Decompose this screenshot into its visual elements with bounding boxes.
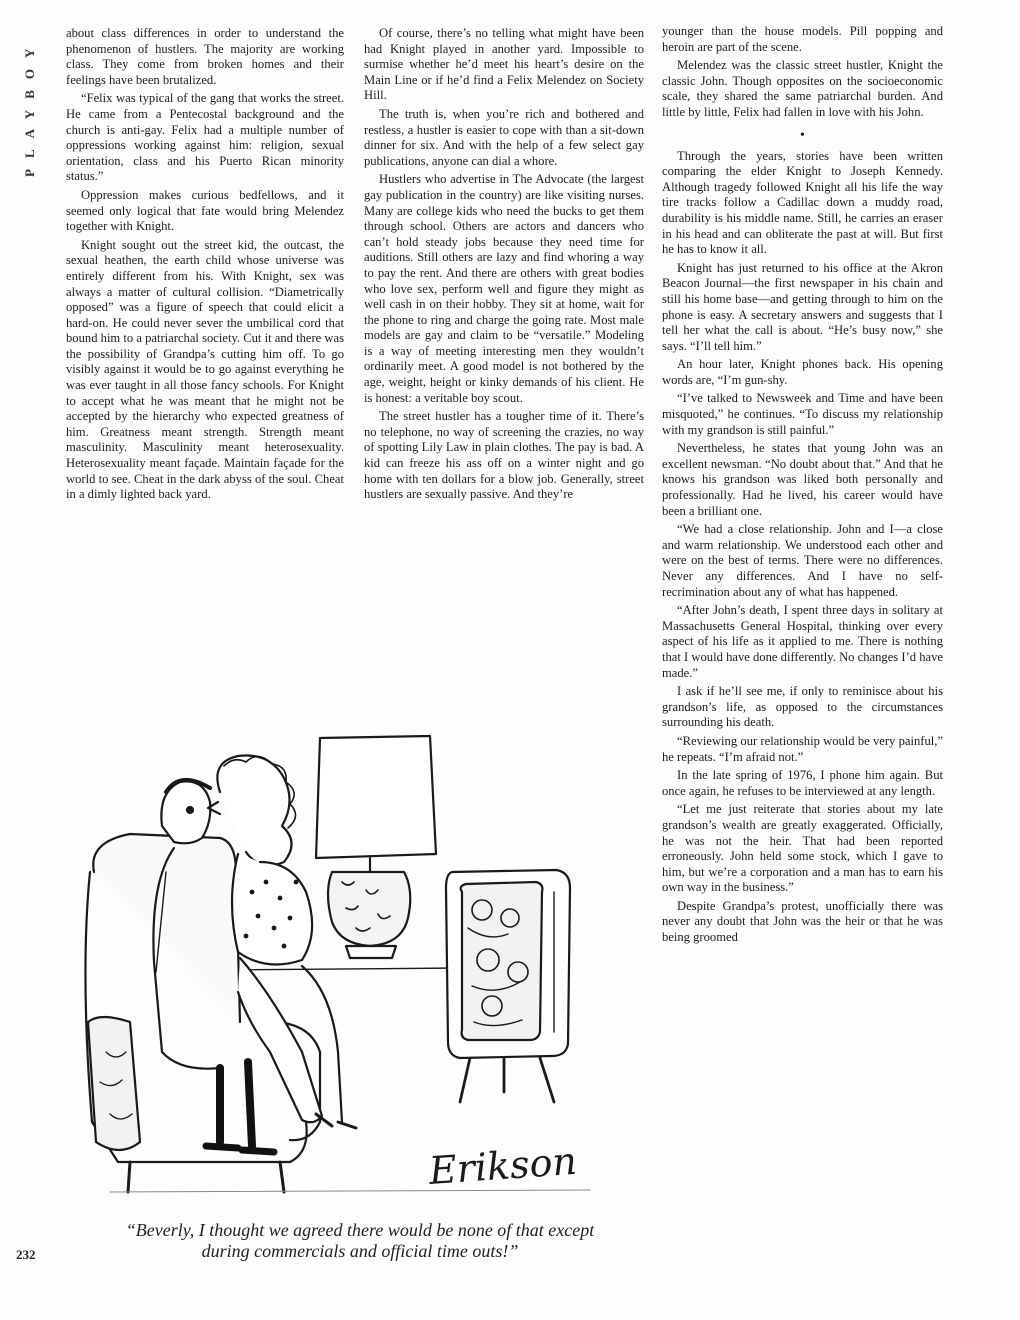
paragraph: “We had a close relationship. John and I—a close and warm relationship. We understood each other and were on the best of terms. There were no differences. Never any differences. And I have no self-recrimination about any of what has happened.: [662, 522, 943, 599]
masthead: PLAYBOY: [22, 37, 37, 177]
paragraph: I ask if he’ll see me, if only to reminisce about his grandson’s life, as opposed to the circumstances surrounding his death.: [662, 684, 943, 730]
paragraph: “Reviewing our relationship would be very painful,” he repeats. “I’m afraid not.”: [662, 733, 943, 764]
paragraph: Knight sought out the street kid, the outcast, the sexual heathen, the earth child whose universe was entirely different from his. With Knight, sex was always a matter of cultural collision. “Diametrically opposed” was a figure of speech that could elicit a hard-on. He could never sever the umbilical cord that bound him to a patriarchal society. Cut it and there was the possibility of Grandpa’s cutting him off. To go visibly against it would be to go against everything he was ever taught in all those fancy schools. For Knight to accept what he was meant that he might not be accepted by the hierarchy who expected greatness of him. Greatness meant strength. Strength meant masculinity. Masculinity meant heterosexuality. Heterosexuality meant façade. Maintain façade for the world to see. Cheat in the dark abyss of the soul. Cheat in a dimly lighted back yard.: [66, 237, 344, 502]
paragraph: Oppression makes curious bedfellows, and it seemed only logical that fate would bring Melendez together with Knight.: [66, 187, 344, 234]
television-set: [446, 870, 570, 1102]
paragraph: “Let me just reiterate that stories about my late grandson’s wealth are greatly exaggerated. Officially, he was not the heir. That had been reported erroneously. John held some stock, which I gave to him, but we’re a corporation and a man has to earn his own way in the business.”: [662, 802, 943, 895]
article-column-2: [364, 26, 644, 503]
lamp: [316, 736, 436, 958]
paragraph: Knight has just returned to his office at the Akron Beacon Journal—the first newspaper in his chain and still his home base—and getting through to him on the phone is easy. A secretary answers and suggests that I tell her what the call is about. “He’s busy now,” she says. “I’ll tell him.”: [662, 260, 943, 353]
paragraph: In the late spring of 1976, I phone him again. But once again, he refuses to be interviewed at any length.: [662, 768, 943, 798]
paragraph: The truth is, when you’re rich and bothered and restless, a hustler is easier to cope with than a sit-down dinner for six. And with the help of a few select gay publications, anyone can dial a whore.: [364, 106, 644, 168]
paragraph: Hustlers who advertise in The Advocate (the largest gay publication in the country) are like visiting nurses. Many are college kids who need the bucks to get them through school. Others are actors and dancers who can’t hold steady jobs because they need time for auditions. Still others are lazy and find whoring a way to pay the rent. And there are others with great bodies who love sex, perform well and figure they might as well cash in on their hobby. They sit at home, wait for the phone to ring and charge the going rate. Most male models are gay and claim to be “versatile.” Modeling is a way of meeting interesting men they wouldn’t ordinarily meet. A good model is not bothered by the age, weight, height or kinky demands of his client. He is honest: a veritable boy scout.: [364, 172, 644, 405]
cartoon-caption: “Beverly, I thought we agreed there would be none of that except during commercials and official time outs!”: [125, 1220, 595, 1261]
paragraph: An hour later, Knight phones back. His opening words are, “I’m gun-shy.: [662, 357, 943, 387]
section-break: •: [800, 127, 805, 143]
paragraph: younger than the house models. Pill popping and heroin are part of the scene.: [662, 24, 943, 54]
paragraph: “I’ve talked to Newsweek and Time and have been misquoted,” he continues. “To discuss my relationship with my grandson is still painful.”: [662, 391, 943, 437]
paragraph: Through the years, stories have been written comparing the elder Knight to Joseph Kennedy. Although tragedy followed Knight all his life the way tire tracks follow a Cadillac down a muddy road, durability is his middle name. Still, he carries an eraser in his head and can obliterate the past at will. But first he has to know it all.: [662, 148, 943, 257]
article-column-1: [66, 26, 344, 503]
page-number: 232: [16, 1247, 36, 1262]
cartoon-illustration: [70, 722, 630, 1210]
paragraph: Of course, there’s no telling what might have been had Knight played in another yard. Impossible to surmise whether he’d meet his heart’s desire on the Main Line or if he’d find a Felix Melendez on Society Hill.: [364, 26, 644, 103]
paragraph: about class differences in order to understand the phenomenon of hustlers. The majority are working class. They come from broken homes and their feelings have been brutalized.: [66, 26, 344, 87]
paragraph: “After John’s death, I spent three days in solitary at Massachusetts General Hospital, thinking over every aspect of his life as it applied to me. There is nothing that I would have done differently. No changes I’d have made.”: [662, 603, 943, 680]
paragraph: Melendez was the classic street hustler, Knight the classic John. Though opposites on the socioeconomic scale, they shared the same patriarchal burden. And little by little, Felix had fallen in love with his John.: [662, 58, 943, 119]
paragraph: Despite Grandpa’s protest, unofficially there was never any doubt that John was the heir or that he was being groomed: [662, 898, 943, 945]
paragraph: The street hustler has a tougher time of it. There’s no telephone, no way of screening the crazies, no way of spotting Lily Law in plain clothes. The pay is bad. A kid can freeze his ass off on a winter night and go home with ten dollars for a blow job. Generally, street hustlers are sexually passive. And they’re: [364, 409, 644, 502]
paragraph: Nevertheless, he states that young John was an excellent newsman. “No doubt about that.” And that he knows his grandson was liked both personally and professionally. Had he lived, his career would have been a brilliant one.: [662, 441, 943, 518]
paragraph: “Felix was typical of the gang that works the street. He came from a Pentecostal background and the church is anti-gay. Felix had a multiple number of oppressions working against him: religion, sexual orientation, class and his Puerto Rican minority status.”: [66, 91, 344, 184]
artist-signature: Erikson: [427, 1138, 579, 1193]
article-column-3: [662, 24, 943, 946]
